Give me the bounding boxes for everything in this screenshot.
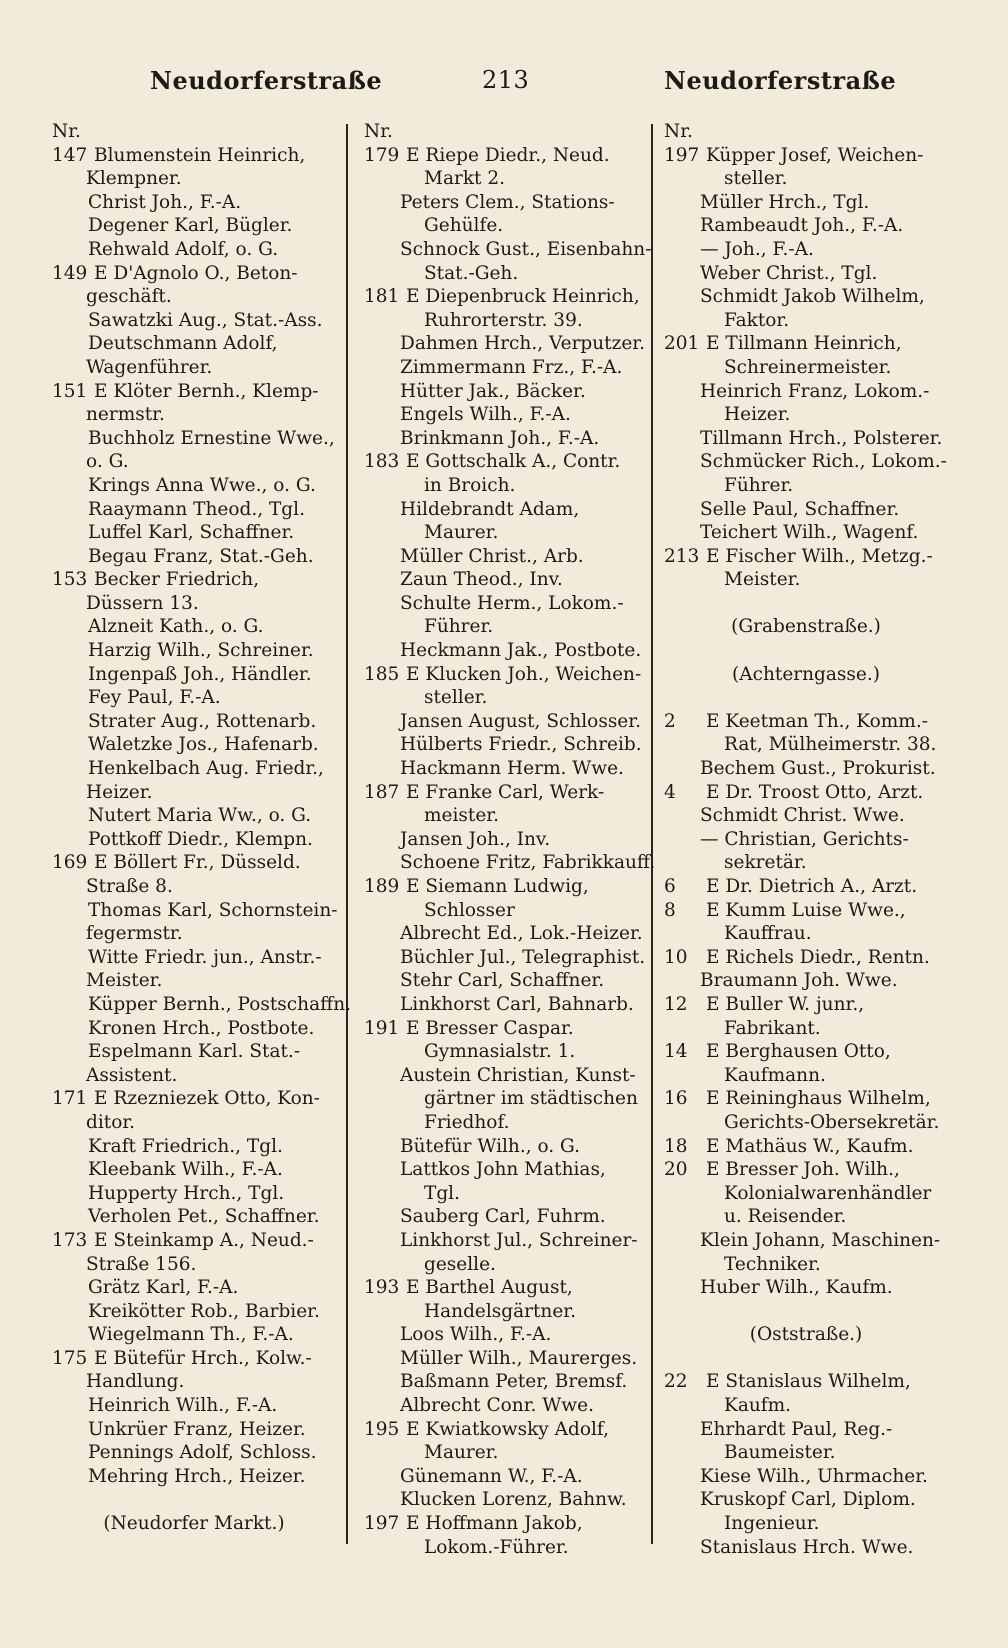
entry-continuation: Heizer. — [724, 404, 791, 426]
house-number: 175 — [52, 1347, 88, 1369]
resident-entry: Lattkos John Mathias, — [400, 1159, 606, 1181]
column-divider — [346, 124, 348, 1544]
resident-entry: Thomas Karl, Schornstein- — [88, 899, 338, 921]
resident-name: E Fischer Wilh., Metzg.- — [706, 545, 933, 567]
entry-continuation: Heizer. — [86, 781, 153, 803]
entry-continuation: Markt 2. — [424, 168, 505, 190]
resident-entry: Sauberg Carl, Fuhrm. — [400, 1206, 606, 1228]
resident-name: E Richels Diedr., Rentn. — [706, 946, 930, 968]
resident-entry: Hülberts Friedr., Schreib. — [400, 734, 642, 756]
resident-name: Blumenstein Heinrich, — [94, 144, 306, 166]
entry-continuation: u. Reisender. — [724, 1206, 847, 1228]
resident-entry: Heinrich Wilh., F.-A. — [88, 1395, 278, 1417]
resident-name: E D'Agnolo O., Beton- — [94, 262, 298, 284]
house-number: 22 — [664, 1371, 688, 1393]
house-number: 189 — [364, 876, 400, 897]
resident-entry: Engels Wilh., F.-A. — [400, 404, 571, 426]
resident-entry: Klucken Lorenz, Bahnw. — [400, 1489, 627, 1511]
entry-continuation: sekretär. — [724, 852, 807, 874]
entry-continuation: Straße 156. — [86, 1253, 197, 1275]
entry-continuation: Kolonialwarenhändler — [724, 1182, 932, 1204]
resident-name: E Dr. Troost Otto, Arzt. — [706, 781, 924, 803]
entry-continuation: Handelsgärtner. — [424, 1300, 576, 1322]
resident-entry: Krings Anna Wwe., o. G. — [88, 474, 316, 496]
entry-continuation: Wagenführer. — [86, 356, 213, 378]
entry-continuation: Meister. — [86, 970, 163, 992]
resident-entry: Begau Franz, Stat.-Geh. — [88, 545, 314, 567]
resident-entry: Pottkoff Diedr., Klempn. — [88, 828, 313, 850]
house-entry — [656, 1040, 956, 1064]
resident-name: E Reininghaus Wilhelm, — [706, 1088, 931, 1110]
house-entry — [356, 285, 656, 309]
resident-entry: Loos Wilh., F.-A. — [400, 1324, 552, 1346]
house-entry — [356, 1418, 656, 1442]
spacer — [656, 639, 956, 663]
resident-entry: Zimmermann Frz., F.-A. — [400, 356, 623, 378]
resident-entry: Witte Friedr. jun., Anstr.- — [88, 946, 322, 968]
house-entry — [656, 899, 956, 923]
running-head-left: Neudorferstraße — [150, 66, 383, 95]
column-heading-nr: Nr. — [664, 121, 693, 142]
entry-continuation: Kaufmann. — [724, 1064, 826, 1086]
resident-name: E Klöter Bernh., Klemp- — [94, 380, 319, 402]
house-number: 195 — [364, 1418, 400, 1440]
resident-entry: Braumann Joh. Wwe. — [700, 970, 898, 992]
resident-entry: Luffel Karl, Schaffner. — [88, 522, 295, 544]
entry-continuation: Gehülfe. — [424, 215, 504, 237]
resident-entry: Schmidt Christ. Wwe. — [700, 805, 905, 827]
resident-entry: Linkhorst Jul., Schreiner- — [400, 1229, 638, 1251]
entry-continuation: Faktor. — [724, 309, 790, 331]
resident-entry: Ehrhardt Paul, Reg.- — [700, 1418, 893, 1440]
house-entry — [656, 1087, 956, 1111]
resident-entry: Klein Johann, Maschinen- — [700, 1229, 941, 1251]
resident-name: Küpper Josef, Weichen- — [706, 144, 924, 166]
entry-continuation: Kaufm. — [724, 1395, 792, 1417]
resident-entry: Weber Christ., Tgl. — [700, 262, 878, 284]
resident-entry: Müller Christ., Arb. — [400, 545, 584, 567]
house-entry — [356, 875, 656, 899]
entry-continuation: Techniker. — [724, 1253, 821, 1275]
house-entry — [656, 946, 956, 970]
entry-continuation: Tgl. — [424, 1182, 460, 1204]
house-entry — [656, 875, 956, 899]
resident-entry: Küpper Bernh., Postschaffn. — [88, 993, 352, 1015]
resident-entry: Harzig Wilh., Schreiner. — [88, 640, 314, 662]
entry-continuation: Führer. — [424, 616, 494, 638]
house-entry — [656, 993, 956, 1017]
resident-entry: Heinrich Franz, Lokom.- — [700, 380, 930, 402]
street-section-heading: (Neudorfer Markt.) — [103, 1513, 285, 1535]
resident-entry: Brinkmann Joh., F.-A. — [400, 427, 600, 449]
entry-continuation: geselle. — [424, 1253, 496, 1275]
resident-entry: Raaymann Theod., Tgl. — [88, 498, 305, 520]
resident-entry: Kreikötter Rob., Barbier. — [88, 1300, 320, 1322]
resident-entry: Schmidt Jakob Wilhelm, — [700, 286, 925, 308]
house-entry — [44, 262, 344, 286]
resident-entry: Strater Aug., Rottenarb. — [88, 710, 317, 732]
house-number: 6 — [664, 876, 676, 897]
column-heading-nr: Nr. — [52, 121, 81, 142]
resident-entry: Teichert Wilh., Wagenf. — [700, 522, 919, 544]
resident-name: E Siemann Ludwig, — [406, 876, 589, 897]
house-entry — [356, 144, 656, 168]
resident-entry: Bechem Gust., Prokurist. — [700, 758, 936, 780]
resident-entry: Hackmann Herm. Wwe. — [400, 758, 624, 780]
resident-entry: Schmücker Rich., Lokom.- — [700, 451, 947, 473]
entry-continuation: steller. — [724, 168, 788, 190]
house-entry — [656, 710, 956, 734]
house-entry — [356, 450, 656, 474]
house-number: 169 — [52, 852, 88, 874]
house-number: 197 — [664, 144, 700, 166]
house-entry — [656, 545, 956, 569]
entry-continuation: Düssern 13. — [86, 592, 199, 614]
entry-continuation: ditor. — [86, 1111, 136, 1133]
resident-name: E Bresser Joh. Wilh., — [706, 1159, 900, 1181]
house-entry — [356, 663, 656, 687]
resident-name: E Tillmann Heinrich, — [706, 333, 902, 355]
resident-entry: Kleebank Wilh., F.-A. — [88, 1159, 283, 1181]
entry-continuation: fegermstr. — [86, 923, 183, 945]
house-number: 191 — [364, 1017, 400, 1039]
resident-name: Becker Friedrich, — [94, 569, 260, 591]
resident-entry: Jansen August, Schlosser. — [400, 710, 641, 732]
resident-entry: Stanislaus Hrch. Wwe. — [700, 1536, 914, 1558]
entry-continuation: Schlosser — [424, 899, 515, 921]
resident-entry: Wiegelmann Th., F.-A. — [88, 1324, 294, 1346]
house-number: 181 — [364, 286, 400, 308]
spacer — [44, 1488, 344, 1512]
resident-name: E Hoffmann Jakob, — [406, 1513, 583, 1535]
entry-continuation: gärtner im städtischen — [424, 1088, 638, 1110]
house-entry — [656, 1135, 956, 1159]
resident-entry: Henkelbach Aug. Friedr., — [88, 758, 324, 780]
spacer — [656, 686, 956, 710]
resident-entry: Huber Wilh., Kaufm. — [700, 1277, 893, 1299]
house-entry — [44, 1229, 344, 1253]
house-number: 4 — [664, 781, 676, 803]
resident-entry: Kruskopf Carl, Diplom. — [700, 1489, 916, 1511]
house-number: 153 — [52, 569, 88, 591]
resident-entry: — Christian, Gerichts- — [700, 828, 909, 850]
entry-continuation: Rat, Mülheimerstr. 38. — [724, 734, 937, 756]
house-number: 10 — [664, 946, 688, 968]
house-entry — [656, 1158, 956, 1182]
entry-continuation: o. G. — [86, 451, 129, 473]
entry-continuation: Gymnasialstr. 1. — [424, 1041, 576, 1063]
house-entry — [656, 781, 956, 805]
entry-continuation: Handlung. — [86, 1371, 185, 1393]
house-entry — [656, 1370, 956, 1394]
resident-name: E Böllert Fr., Düsseld. — [94, 852, 301, 874]
house-number: 8 — [664, 899, 676, 921]
entry-continuation: Führer. — [724, 474, 794, 496]
running-head-right: Neudorferstraße — [664, 66, 897, 95]
house-number: 197 — [364, 1513, 400, 1535]
resident-name: E Kwiatkowsky Adolf, — [406, 1418, 609, 1440]
entry-continuation: Assistent. — [86, 1064, 178, 1086]
resident-entry: Peters Clem., Stations- — [400, 191, 615, 213]
resident-entry: Dahmen Hrch., Verputzer. — [400, 333, 645, 355]
spacer — [656, 592, 956, 616]
house-number: 183 — [364, 451, 400, 473]
resident-entry: Günemann W., F.-A. — [400, 1465, 583, 1487]
resident-entry: Tillmann Hrch., Polsterer. — [700, 427, 943, 449]
entry-continuation: Friedhof. — [424, 1111, 510, 1133]
house-number: 179 — [364, 144, 400, 166]
resident-entry: Stehr Carl, Schaffner. — [400, 970, 605, 992]
resident-name: E Klucken Joh., Weichen- — [406, 663, 642, 685]
house-number: 20 — [664, 1159, 688, 1181]
house-entry — [44, 380, 344, 404]
page-number: 213 — [482, 66, 530, 94]
resident-entry: Espelmann Karl. Stat.- — [88, 1041, 301, 1063]
resident-entry: Schnock Gust., Eisenbahn- — [400, 238, 652, 260]
resident-name: E Stanislaus Wilhelm, — [706, 1371, 911, 1393]
column-1 — [44, 120, 352, 1536]
entry-continuation: Fabrikant. — [724, 1017, 821, 1039]
resident-entry: Selle Paul, Schaffner. — [700, 498, 900, 520]
resident-entry: Jansen Joh., Inv. — [400, 828, 551, 850]
house-entry — [44, 1347, 344, 1371]
entry-continuation: Ruhrorterstr. 39. — [424, 309, 583, 331]
resident-name: E Bütefür Hrch., Kolw.- — [94, 1347, 312, 1369]
resident-name: E Franke Carl, Werk- — [406, 781, 605, 803]
entry-continuation: Kauffrau. — [724, 923, 812, 945]
house-entry — [356, 1276, 656, 1300]
resident-entry: Buchholz Ernestine Wwe., — [88, 427, 335, 449]
resident-name: E Rzezniezek Otto, Kon- — [94, 1088, 320, 1110]
resident-entry: Schoene Fritz, Fabrikkauff. — [400, 852, 656, 874]
resident-entry: Ingenpaß Joh., Händler. — [88, 663, 312, 685]
resident-entry: Rambeaudt Joh., F.-A. — [700, 215, 904, 237]
resident-entry: Müller Wilh., Maurerges. — [400, 1347, 638, 1369]
resident-entry: Linkhorst Carl, Bahnarb. — [400, 993, 634, 1015]
house-entry — [356, 1017, 656, 1041]
house-entry — [44, 851, 344, 875]
entry-continuation: steller. — [424, 687, 488, 709]
house-number: 12 — [664, 993, 688, 1015]
resident-entry: Hupperty Hrch., Tgl. — [88, 1182, 285, 1204]
entry-continuation: Straße 8. — [86, 876, 173, 897]
entry-continuation: Lokom.-Führer. — [424, 1536, 569, 1558]
house-number: 171 — [52, 1088, 88, 1110]
house-entry — [44, 144, 344, 168]
spacer — [656, 1300, 956, 1324]
house-number: 14 — [664, 1041, 688, 1063]
column-heading-nr: Nr. — [364, 121, 393, 142]
house-entry — [656, 332, 956, 356]
entry-continuation: Gerichts-Obersekretär. — [724, 1111, 940, 1133]
entry-continuation: Klempner. — [86, 168, 182, 190]
resident-entry: Hildebrandt Adam, — [400, 498, 580, 520]
resident-entry: Grätz Karl, F.-A. — [88, 1277, 239, 1299]
resident-entry: Christ Joh., F.-A. — [88, 191, 242, 213]
house-number: 16 — [664, 1088, 688, 1110]
spacer — [656, 1347, 956, 1371]
resident-entry: Waletzke Jos., Hafenarb. — [88, 734, 319, 756]
entry-continuation: geschäft. — [86, 286, 172, 308]
resident-entry: Zaun Theod., Inv. — [400, 569, 563, 591]
house-number: 213 — [664, 545, 700, 567]
house-entry — [44, 1087, 344, 1111]
house-number: 201 — [664, 333, 700, 355]
resident-entry: Mehring Hrch., Heizer. — [88, 1465, 306, 1487]
resident-entry: Deutschmann Adolf, — [88, 333, 278, 355]
entry-continuation: Schreinermeister. — [724, 356, 892, 378]
resident-entry: Baßmann Peter, Bremsf. — [400, 1371, 628, 1393]
resident-entry: Degener Karl, Bügler. — [88, 215, 293, 237]
resident-entry: Kiese Wilh., Uhrmacher. — [700, 1465, 928, 1487]
house-number: 193 — [364, 1277, 400, 1299]
street-section-heading: (Oststraße.) — [749, 1324, 863, 1346]
resident-name: E Riepe Diedr., Neud. — [406, 144, 610, 166]
house-number: 173 — [52, 1229, 88, 1251]
resident-name: E Mathäus W., Kaufm. — [706, 1135, 914, 1157]
entry-continuation: Meister. — [724, 569, 801, 591]
house-entry — [356, 1512, 656, 1536]
resident-name: E Kumm Luise Wwe., — [706, 899, 906, 921]
resident-entry: Fey Paul, F.-A. — [88, 687, 221, 709]
house-number: 2 — [664, 710, 676, 732]
entry-continuation: Ingenieur. — [724, 1513, 820, 1535]
resident-entry: Kronen Hrch., Postbote. — [88, 1017, 315, 1039]
resident-name: E Diepenbruck Heinrich, — [406, 286, 640, 308]
resident-entry: Sawatzki Aug., Stat.-Ass. — [88, 309, 323, 331]
resident-entry: Pennings Adolf, Schloss. — [88, 1442, 317, 1464]
resident-name: E Keetman Th., Komm.- — [706, 710, 928, 732]
resident-entry: Bütefür Wilh., o. G. — [400, 1135, 581, 1157]
column-2 — [356, 120, 656, 1559]
house-number: 147 — [52, 144, 88, 166]
house-entry — [356, 781, 656, 805]
resident-name: E Dr. Dietrich A., Arzt. — [706, 876, 918, 897]
resident-entry: Nutert Maria Ww., o. G. — [88, 805, 312, 827]
resident-name: E Buller W. junr., — [706, 993, 865, 1015]
entry-continuation: Stat.-Geh. — [424, 262, 519, 284]
house-entry — [44, 568, 344, 592]
resident-entry: — Joh., F.-A. — [700, 238, 814, 260]
resident-entry: Albrecht Conr. Wwe. — [400, 1395, 594, 1417]
house-number: 187 — [364, 781, 400, 803]
house-number: 149 — [52, 262, 88, 284]
resident-name: E Bresser Caspar. — [406, 1017, 574, 1039]
resident-entry: Schulte Herm., Lokom.- — [400, 592, 624, 614]
resident-name: E Steinkamp A., Neud.- — [94, 1229, 314, 1251]
street-section-heading: (Grabenstraße.) — [731, 616, 881, 638]
resident-entry: Heckmann Jak., Postbote. — [400, 640, 642, 662]
resident-entry: Rehwald Adolf, o. G. — [88, 238, 279, 260]
resident-name: E Barthel August, — [406, 1277, 573, 1299]
resident-entry: Unkrüer Franz, Heizer. — [88, 1418, 306, 1440]
house-number: 185 — [364, 663, 400, 685]
resident-entry: Verholen Pet., Schaffner. — [88, 1206, 320, 1228]
column-3 — [656, 120, 956, 1559]
entry-continuation: in Broich. — [424, 474, 516, 496]
entry-continuation: Baumeister. — [724, 1442, 836, 1464]
resident-entry: Albrecht Ed., Lok.-Heizer. — [400, 923, 643, 945]
street-section-heading: (Achterngasse.) — [732, 663, 880, 685]
entry-continuation: Maurer. — [424, 522, 499, 544]
resident-entry: Austein Christian, Kunst- — [400, 1064, 636, 1086]
house-number: 151 — [52, 380, 88, 402]
resident-entry: Büchler Jul., Telegraphist. — [400, 946, 646, 968]
resident-entry: Müller Hrch., Tgl. — [700, 191, 870, 213]
resident-entry: Kraft Friedrich., Tgl. — [88, 1135, 283, 1157]
entry-continuation: nermstr. — [86, 404, 165, 426]
entry-continuation: Maurer. — [424, 1442, 499, 1464]
resident-entry: Hütter Jak., Bäcker. — [400, 380, 586, 402]
resident-name: E Berghausen Otto, — [706, 1041, 891, 1063]
resident-name: E Gottschalk A., Contr. — [406, 451, 621, 473]
entry-continuation: meister. — [424, 805, 499, 827]
resident-entry: Alzneit Kath., o. G. — [88, 616, 264, 638]
house-entry — [656, 144, 956, 168]
house-number: 18 — [664, 1135, 688, 1157]
